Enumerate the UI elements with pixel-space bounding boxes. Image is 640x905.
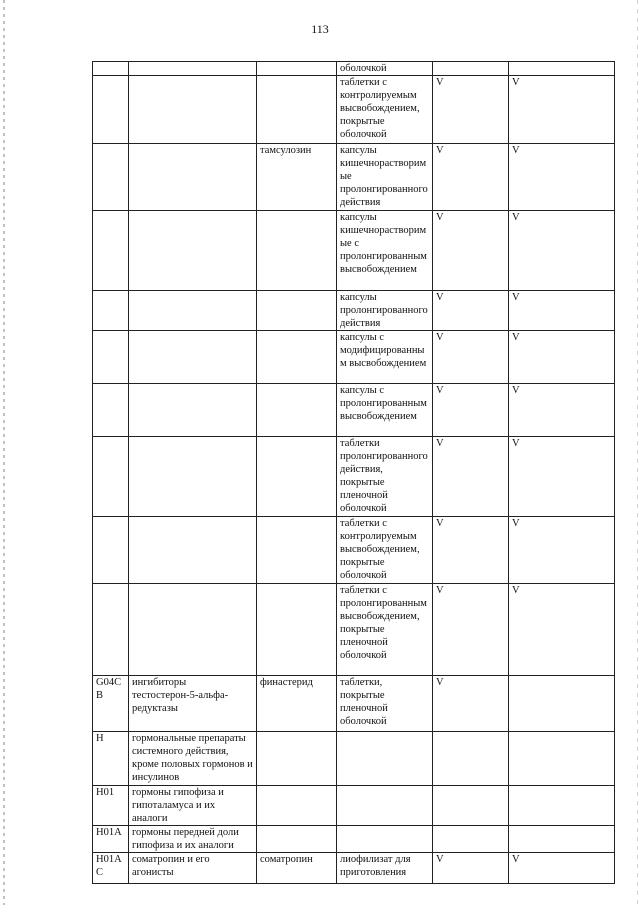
availability-mark-cell: V — [509, 211, 615, 291]
dosage-form-cell — [337, 786, 433, 826]
anatomical-group-cell — [129, 211, 257, 291]
table-row — [93, 76, 615, 144]
availability-mark-cell: V — [509, 291, 615, 331]
availability-mark-cell — [433, 62, 509, 76]
dosage-form-cell: лиофилизат для приготовления — [337, 853, 433, 884]
drug-name-cell: тамсулозин — [257, 144, 337, 211]
dosage-form-cell: таблетки с пролонгированным высвобождением, покрытые пленочной оболочкой — [337, 584, 433, 676]
atc-code-cell — [93, 584, 129, 676]
table-row — [93, 384, 615, 437]
availability-mark-cell: V — [509, 437, 615, 517]
drug-name-cell — [257, 211, 337, 291]
table-row — [93, 437, 615, 517]
atc-code-cell — [93, 291, 129, 331]
dosage-form-cell: капсулы с пролонгированным высвобождением — [337, 384, 433, 437]
anatomical-group-cell — [129, 291, 257, 331]
availability-mark-cell — [509, 786, 615, 826]
dosage-form-cell: оболочкой — [337, 62, 433, 76]
atc-code-cell: H01A — [93, 826, 129, 853]
anatomical-group-cell: гормональные препараты системного действия, кроме половых гормонов и инсулинов — [129, 732, 257, 786]
drug-list-table — [92, 61, 615, 884]
drug-name-cell — [257, 584, 337, 676]
drug-name-cell — [257, 384, 337, 437]
dosage-form-cell: таблетки, покрытые пленочной оболочкой — [337, 676, 433, 732]
anatomical-group-cell — [129, 437, 257, 517]
anatomical-group-cell: гормоны гипофиза и гипоталамуса и их аналоги — [129, 786, 257, 826]
availability-mark-cell: V — [433, 517, 509, 584]
anatomical-group-cell — [129, 517, 257, 584]
atc-code-cell: G04CB — [93, 676, 129, 732]
drug-name-cell — [257, 517, 337, 584]
dosage-form-cell: капсулы кишечнорастворимые с пролонгированным высвобождением — [337, 211, 433, 291]
dosage-form-cell: капсулы с модифицированным высвобождением — [337, 331, 433, 384]
drug-name-cell — [257, 437, 337, 517]
page-number: 113 — [311, 22, 329, 36]
availability-mark-cell: V — [433, 211, 509, 291]
availability-mark-cell — [433, 732, 509, 786]
drug-name-cell: соматропин — [257, 853, 337, 884]
dosage-form-cell: таблетки пролонгированного действия, покрытые пленочной оболочкой — [337, 437, 433, 517]
atc-code-cell — [93, 62, 129, 76]
availability-mark-cell: V — [509, 853, 615, 884]
availability-mark-cell — [433, 826, 509, 853]
table-row — [93, 144, 615, 211]
anatomical-group-cell — [129, 76, 257, 144]
dosage-form-cell — [337, 732, 433, 786]
availability-mark-cell: V — [433, 331, 509, 384]
availability-mark-cell — [509, 676, 615, 732]
availability-mark-cell: V — [509, 517, 615, 584]
availability-mark-cell: V — [509, 144, 615, 211]
availability-mark-cell — [509, 62, 615, 76]
anatomical-group-cell — [129, 331, 257, 384]
table-row — [93, 211, 615, 291]
availability-mark-cell: V — [509, 584, 615, 676]
availability-mark-cell: V — [509, 384, 615, 437]
dosage-form-cell: таблетки с контролируемым высвобождением, покрытые оболочкой — [337, 517, 433, 584]
table-row — [93, 517, 615, 584]
table-row — [93, 584, 615, 676]
table-row — [93, 62, 615, 76]
availability-mark-cell: V — [509, 331, 615, 384]
table-row — [93, 676, 615, 732]
atc-code-cell — [93, 211, 129, 291]
atc-code-cell — [93, 517, 129, 584]
drug-name-cell — [257, 62, 337, 76]
availability-mark-cell — [509, 826, 615, 853]
availability-mark-cell: V — [433, 437, 509, 517]
availability-mark-cell: V — [433, 853, 509, 884]
anatomical-group-cell: соматропин и его агонисты — [129, 853, 257, 884]
table-row — [93, 331, 615, 384]
dosage-form-cell: капсулы пролонгированного действия — [337, 291, 433, 331]
atc-code-cell — [93, 331, 129, 384]
drug-name-cell: финастерид — [257, 676, 337, 732]
dosage-form-cell — [337, 826, 433, 853]
drug-name-cell — [257, 732, 337, 786]
atc-code-cell — [93, 437, 129, 517]
dosage-form-cell: капсулы кишечнорастворимые пролонгированного действия — [337, 144, 433, 211]
anatomical-group-cell: гормоны передней доли гипофиза и их аналоги — [129, 826, 257, 853]
availability-mark-cell: V — [433, 676, 509, 732]
availability-mark-cell: V — [433, 584, 509, 676]
table-row — [93, 291, 615, 331]
table-row — [93, 853, 615, 884]
anatomical-group-cell: ингибиторы тестостерон-5-альфа-редуктазы — [129, 676, 257, 732]
dosage-form-cell: таблетки с контролируемым высвобождением, покрытые оболочкой — [337, 76, 433, 144]
availability-mark-cell — [433, 786, 509, 826]
table-row — [93, 826, 615, 853]
availability-mark-cell: V — [509, 76, 615, 144]
availability-mark-cell: V — [433, 384, 509, 437]
drug-name-cell — [257, 786, 337, 826]
drug-name-cell — [257, 76, 337, 144]
atc-code-cell: H01AC — [93, 853, 129, 884]
availability-mark-cell: V — [433, 144, 509, 211]
atc-code-cell: H — [93, 732, 129, 786]
atc-code-cell — [93, 76, 129, 144]
atc-code-cell — [93, 144, 129, 211]
scan-edge-left — [3, 0, 5, 905]
scan-edge-right — [637, 0, 638, 905]
availability-mark-cell: V — [433, 291, 509, 331]
availability-mark-cell: V — [433, 76, 509, 144]
drug-name-cell — [257, 291, 337, 331]
anatomical-group-cell — [129, 144, 257, 211]
availability-mark-cell — [509, 732, 615, 786]
drug-name-cell — [257, 331, 337, 384]
table-row — [93, 786, 615, 826]
anatomical-group-cell — [129, 62, 257, 76]
table-row — [93, 732, 615, 786]
atc-code-cell: H01 — [93, 786, 129, 826]
anatomical-group-cell — [129, 384, 257, 437]
drug-name-cell — [257, 826, 337, 853]
anatomical-group-cell — [129, 584, 257, 676]
atc-code-cell — [93, 384, 129, 437]
